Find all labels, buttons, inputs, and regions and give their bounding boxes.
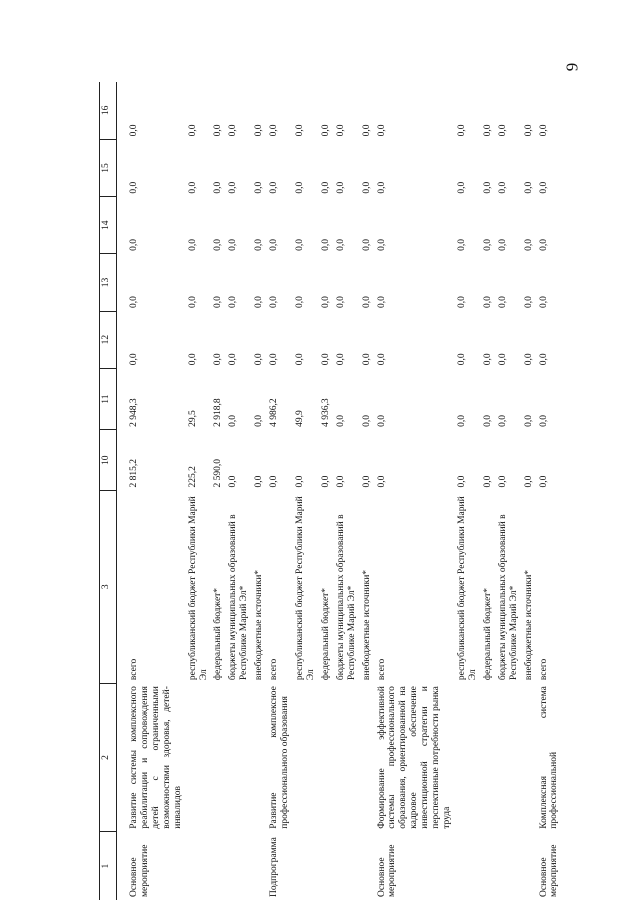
- header-row: [100, 82, 117, 900]
- column-header: 3: [100, 490, 117, 683]
- column-header: 11: [100, 368, 117, 430]
- value-cell: 0,0: [361, 124, 372, 137]
- value-cell: 0,0: [361, 415, 372, 427]
- value-cell: 0,0: [294, 475, 305, 488]
- value-cell: 0,0: [320, 181, 331, 194]
- activity-name-cell: Комплексная система профессиональной: [538, 686, 560, 829]
- activity-name-cell: [481, 683, 496, 832]
- value-cell: 2 815,2: [129, 458, 139, 488]
- funding-source-cell: всего: [376, 658, 387, 681]
- activity-type-cell: Основное мероприятие: [376, 844, 398, 897]
- activity-type-cell: [186, 832, 212, 900]
- value-cell: 0,0: [376, 296, 387, 309]
- value-cell: 0,0: [228, 124, 239, 137]
- value-cell: 2 590,0: [213, 458, 224, 488]
- column-header: 2: [100, 683, 117, 832]
- value-cell: 2 918,8: [213, 398, 224, 427]
- activity-type-cell: [496, 832, 522, 900]
- value-cell: 0,0: [497, 296, 508, 309]
- funding-source-cell: бюджеты муниципальных образований в Республике Марий Эл*: [335, 514, 357, 681]
- activity-type-cell: Основное мероприятие: [129, 844, 150, 897]
- value-cell: 0,0: [361, 353, 372, 366]
- value-cell: 0,0: [129, 238, 139, 251]
- funding-source-cell: федеральный бюджет*: [320, 587, 331, 681]
- value-cell: 0,0: [228, 353, 239, 366]
- value-cell: 0,0: [482, 181, 493, 194]
- value-cell: 0,0: [254, 296, 265, 309]
- value-cell: 4 986,2: [269, 398, 280, 427]
- activity-type-cell: Основное мероприятие: [538, 844, 560, 897]
- value-cell: 0,0: [482, 296, 493, 309]
- table-row: [226, 82, 252, 900]
- table-row: [496, 82, 522, 900]
- table-row: [186, 82, 212, 900]
- activity-name-cell: [319, 683, 334, 832]
- value-cell: 0,0: [213, 181, 224, 194]
- funding-source-cell: бюджеты муниципальных образований в Республике Марий Эл*: [228, 514, 250, 681]
- column-header: 12: [100, 311, 117, 368]
- value-cell: 0,0: [538, 415, 549, 427]
- value-cell: 0,0: [497, 353, 508, 366]
- value-cell: 0,0: [228, 181, 239, 194]
- value-cell: 0,0: [320, 238, 331, 251]
- value-cell: 0,0: [538, 475, 549, 488]
- activity-type-cell: [211, 832, 226, 900]
- value-cell: 0,0: [538, 124, 549, 137]
- activity-name-cell: [293, 683, 319, 832]
- activity-name-cell: [252, 683, 267, 832]
- value-cell: 0,0: [335, 415, 346, 427]
- value-cell: 0,0: [269, 475, 280, 488]
- value-cell: 0,0: [538, 238, 549, 251]
- activity-name-cell: Развитие системы комплексного реабилитации и сопровождения детей с ограниченными возможностями здоровья, детей-инвалидов: [129, 686, 183, 829]
- activity-name-cell: Развитие комплексное профессионального образования: [269, 686, 291, 829]
- value-cell: 0,0: [294, 124, 305, 137]
- value-cell: 0,0: [376, 181, 387, 194]
- value-cell: 0,0: [376, 415, 387, 427]
- value-cell: 0,0: [269, 181, 280, 194]
- value-cell: 0,0: [456, 124, 467, 137]
- funding-source-cell: бюджеты муниципальных образований в Республике Марий Эл*: [497, 514, 519, 681]
- value-cell: 225,2: [187, 466, 198, 488]
- value-cell: 0,0: [497, 238, 508, 251]
- value-cell: 0,0: [254, 475, 265, 488]
- value-cell: 0,0: [376, 475, 387, 488]
- column-header: 10: [100, 430, 117, 491]
- value-cell: 0,0: [523, 353, 534, 366]
- value-cell: 49,9: [294, 410, 305, 427]
- table-row: [537, 82, 563, 900]
- value-cell: 4 936,3: [320, 398, 331, 427]
- value-cell: 0,0: [538, 353, 549, 366]
- value-cell: 0,0: [456, 353, 467, 366]
- table-row: [267, 82, 293, 900]
- value-cell: 0,0: [335, 181, 346, 194]
- activity-type-cell: [522, 832, 537, 900]
- value-cell: 0,0: [320, 475, 331, 488]
- value-cell: 29,5: [187, 410, 198, 427]
- rotated-table-wrapper: [99, 82, 560, 900]
- value-cell: 0,0: [482, 353, 493, 366]
- value-cell: 0,0: [523, 124, 534, 137]
- value-cell: 0,0: [213, 124, 224, 137]
- value-cell: 0,0: [294, 353, 305, 366]
- activity-type-cell: Подпрограмма: [269, 837, 280, 897]
- value-cell: 0,0: [187, 124, 198, 137]
- value-cell: 0,0: [482, 238, 493, 251]
- table-row: [252, 82, 267, 900]
- funding-source-cell: внебюджетные источники*: [254, 569, 265, 681]
- value-cell: 0,0: [482, 415, 493, 427]
- value-cell: 0,0: [335, 124, 346, 137]
- activity-name-cell: Формирование эффективной системы профессионального образования, ориентированной на кадровое обеспечение инвестиционной стратегии и перспективные потребности рынка труда: [376, 686, 453, 829]
- activity-name-cell: [496, 683, 522, 832]
- funding-source-cell: всего: [269, 658, 280, 681]
- value-cell: 0,0: [129, 124, 139, 137]
- activity-name-cell: [522, 683, 537, 832]
- activity-type-cell: [455, 832, 481, 900]
- value-cell: 0,0: [213, 353, 224, 366]
- value-cell: 0,0: [254, 181, 265, 194]
- activity-name-cell: [211, 683, 226, 832]
- funding-source-cell: внебюджетные источники*: [523, 569, 534, 681]
- table-row: [319, 82, 334, 900]
- value-cell: 0,0: [361, 296, 372, 309]
- column-header: 13: [100, 254, 117, 311]
- activity-type-cell: [293, 832, 319, 900]
- value-cell: 0,0: [523, 181, 534, 194]
- value-cell: 0,0: [456, 181, 467, 194]
- activity-type-cell: [481, 832, 496, 900]
- funding-source-cell: республиканский бюджет Республики Марий Эл: [456, 496, 478, 681]
- value-cell: 0,0: [294, 296, 305, 309]
- column-header: 14: [100, 197, 117, 254]
- value-cell: 0,0: [361, 238, 372, 251]
- value-cell: 0,0: [376, 238, 387, 251]
- budget-table: [99, 82, 562, 900]
- activity-type-cell: [319, 832, 334, 900]
- funding-source-cell: федеральный бюджет*: [482, 587, 493, 681]
- value-cell: 0,0: [497, 475, 508, 488]
- activity-name-cell: [334, 683, 360, 832]
- table-row: [117, 82, 186, 900]
- value-cell: 0,0: [335, 296, 346, 309]
- value-cell: 0,0: [269, 124, 280, 137]
- table-body: [117, 82, 563, 900]
- activity-name-cell: [455, 683, 481, 832]
- value-cell: 0,0: [376, 124, 387, 137]
- value-cell: 0,0: [456, 296, 467, 309]
- table-row: [334, 82, 360, 900]
- activity-type-cell: [334, 832, 360, 900]
- value-cell: 0,0: [254, 353, 265, 366]
- value-cell: 0,0: [538, 181, 549, 194]
- value-cell: 0,0: [456, 238, 467, 251]
- value-cell: 0,0: [187, 353, 198, 366]
- table-row: [522, 82, 537, 900]
- value-cell: 0,0: [523, 296, 534, 309]
- value-cell: 2 948,3: [129, 398, 139, 427]
- value-cell: 0,0: [361, 475, 372, 488]
- funding-source-cell: внебюджетные источники*: [361, 569, 372, 681]
- activity-type-cell: [226, 832, 252, 900]
- value-cell: 0,0: [456, 415, 467, 427]
- funding-source-cell: всего: [538, 658, 549, 681]
- table-header: [100, 82, 117, 900]
- funding-source-cell: республиканский бюджет Республики Марий Эл: [187, 496, 209, 681]
- value-cell: 0,0: [129, 181, 139, 194]
- table-row: [293, 82, 319, 900]
- value-cell: 0,0: [129, 353, 139, 366]
- table-row: [375, 82, 455, 900]
- page-number: 9: [562, 62, 582, 72]
- activity-type-cell: [252, 832, 267, 900]
- value-cell: 0,0: [294, 238, 305, 251]
- value-cell: 0,0: [187, 181, 198, 194]
- activity-name-cell: [226, 683, 252, 832]
- value-cell: 0,0: [361, 181, 372, 194]
- value-cell: 0,0: [335, 353, 346, 366]
- funding-source-cell: всего: [129, 658, 139, 681]
- value-cell: 0,0: [482, 475, 493, 488]
- column-header: 1: [100, 832, 117, 900]
- value-cell: 0,0: [269, 296, 280, 309]
- value-cell: 0,0: [269, 238, 280, 251]
- value-cell: 0,0: [456, 475, 467, 488]
- funding-source-cell: федеральный бюджет*: [213, 587, 224, 681]
- value-cell: 0,0: [538, 296, 549, 309]
- value-cell: 0,0: [254, 124, 265, 137]
- value-cell: 0,0: [523, 415, 534, 427]
- value-cell: 0,0: [320, 353, 331, 366]
- value-cell: 0,0: [335, 238, 346, 251]
- value-cell: 0,0: [129, 296, 139, 309]
- value-cell: 0,0: [497, 181, 508, 194]
- value-cell: 0,0: [254, 238, 265, 251]
- value-cell: 0,0: [213, 296, 224, 309]
- activity-name-cell: [186, 683, 212, 832]
- value-cell: 0,0: [320, 124, 331, 137]
- value-cell: 0,0: [523, 238, 534, 251]
- table-row: [455, 82, 481, 900]
- value-cell: 0,0: [497, 124, 508, 137]
- value-cell: 0,0: [497, 415, 508, 427]
- value-cell: 0,0: [523, 475, 534, 488]
- value-cell: 0,0: [228, 296, 239, 309]
- value-cell: 0,0: [187, 238, 198, 251]
- value-cell: 0,0: [228, 415, 239, 427]
- funding-source-cell: республиканский бюджет Республики Марий Эл: [294, 496, 316, 681]
- activity-type-cell: [360, 832, 375, 900]
- value-cell: 0,0: [254, 415, 265, 427]
- value-cell: 0,0: [482, 124, 493, 137]
- table-row: [211, 82, 226, 900]
- value-cell: 0,0: [213, 238, 224, 251]
- value-cell: 0,0: [228, 238, 239, 251]
- table-row: [360, 82, 375, 900]
- column-header: 15: [100, 139, 117, 196]
- value-cell: 0,0: [228, 475, 239, 488]
- activity-name-cell: [360, 683, 375, 832]
- value-cell: 0,0: [376, 353, 387, 366]
- table-row: [481, 82, 496, 900]
- value-cell: 0,0: [294, 181, 305, 194]
- value-cell: 0,0: [335, 475, 346, 488]
- value-cell: 0,0: [269, 353, 280, 366]
- value-cell: 0,0: [187, 296, 198, 309]
- value-cell: 0,0: [320, 296, 331, 309]
- column-header: 16: [100, 82, 117, 139]
